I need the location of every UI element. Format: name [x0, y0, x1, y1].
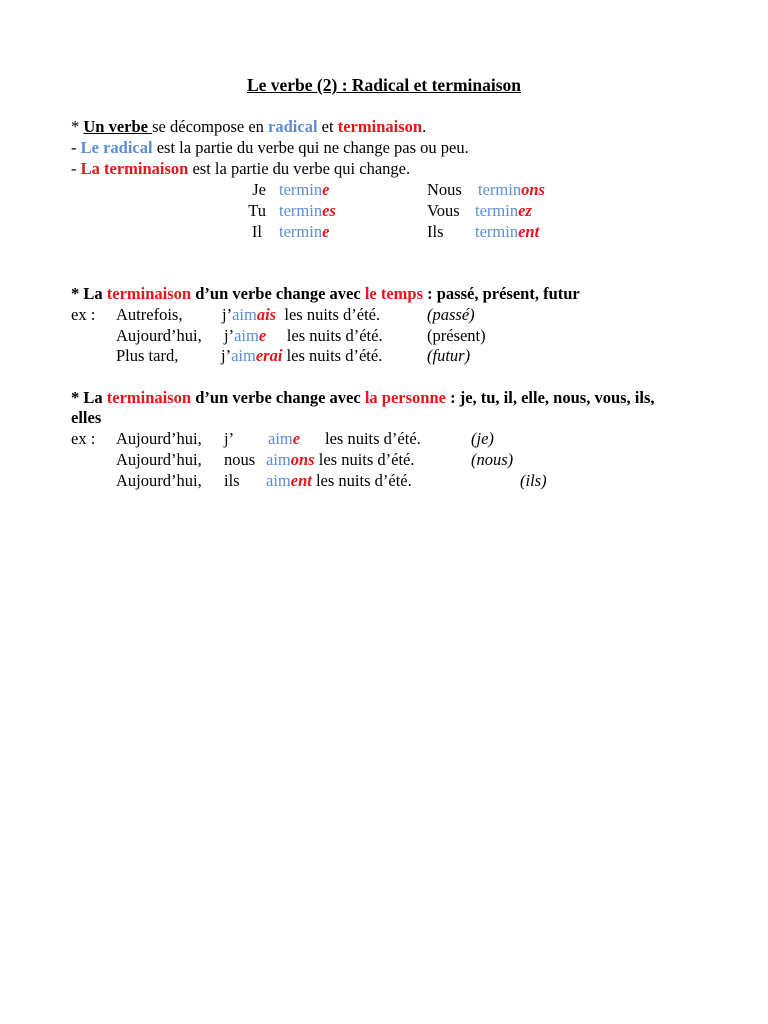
- verb-form: [268, 429, 300, 449]
- heading-text: * La: [71, 284, 107, 303]
- verb-form: [475, 222, 539, 242]
- section-heading-personne-cont: elles: [71, 408, 102, 427]
- sentence-rest: les nuits d’été.: [282, 346, 383, 365]
- pronoun: Tu: [248, 201, 266, 220]
- example-sentence: [224, 326, 383, 346]
- term-terminaison: terminaison: [106, 388, 192, 407]
- verb-stem: termin: [475, 222, 519, 241]
- time-adverb: Aujourd’hui,: [116, 471, 202, 490]
- pronoun: Je: [252, 180, 266, 199]
- verb-ending: es: [322, 201, 336, 220]
- time-adverb: Aujourd’hui,: [116, 450, 202, 469]
- verb-stem: termin: [478, 180, 522, 199]
- example-label: ex :: [71, 429, 96, 448]
- verb-ending: ais: [256, 305, 277, 324]
- person-note: (ils): [520, 471, 547, 490]
- example-sentence: [221, 346, 382, 366]
- verb-ending: e: [322, 180, 330, 199]
- verb-stem: aim: [231, 346, 256, 365]
- person-note: (je): [471, 429, 494, 448]
- sentence-rest: les nuits d’été.: [311, 471, 412, 490]
- verb-ending: ent: [518, 222, 540, 241]
- sentence-rest: les nuits d’été.: [266, 326, 383, 345]
- term-terminaison: terminaison: [106, 284, 192, 303]
- verb-ending: ez: [518, 201, 532, 220]
- term-le-temps: le temps: [364, 284, 424, 303]
- verb-form: [279, 222, 329, 242]
- page-title: Le verbe (2) : Radical et terminaison: [246, 75, 522, 95]
- verb-ending: erai: [255, 346, 283, 365]
- verb-stem: aim: [266, 450, 291, 469]
- term-un-verbe: Un verbe: [83, 117, 153, 136]
- verb-ending: e: [292, 429, 301, 448]
- example-sentence: [266, 450, 415, 470]
- intro-line-1: [71, 117, 426, 137]
- term-terminaison: terminaison: [337, 117, 423, 136]
- intro-line-3: [71, 159, 410, 179]
- intro-text: se décompose en: [152, 117, 269, 136]
- example-label: ex :: [71, 305, 96, 324]
- term-le-radical: Le radical: [80, 138, 153, 157]
- pronoun: Ils: [427, 222, 444, 241]
- pronoun: nous: [224, 450, 256, 469]
- tense-note: (passé): [427, 305, 475, 324]
- term-la-terminaison: La terminaison: [80, 159, 189, 178]
- definition-text: est la partie du verbe qui ne change pas ou peu.: [152, 138, 469, 157]
- dash: -: [71, 138, 81, 157]
- verb-ending: ent: [290, 471, 312, 490]
- verb-stem: aim: [266, 471, 291, 490]
- time-adverb: Aujourd’hui,: [116, 326, 202, 345]
- sentence-rest: les nuits d’été.: [314, 450, 415, 469]
- sentence-rest: les nuits d’été.: [325, 429, 421, 448]
- sentence-rest: les nuits d’été.: [276, 305, 381, 324]
- heading-text: * La: [71, 388, 107, 407]
- section-heading-temps: [71, 284, 580, 304]
- verb-ending: e: [258, 326, 267, 345]
- intro-line-2: [71, 138, 469, 158]
- verb-stem: termin: [475, 201, 519, 220]
- verb-ending: ons: [521, 180, 545, 199]
- bullet-star: *: [71, 117, 84, 136]
- section-heading-personne: [71, 388, 655, 408]
- verb-ending: e: [322, 222, 330, 241]
- pronoun: Nous: [427, 180, 462, 199]
- verb-stem: termin: [279, 222, 323, 241]
- example-sentence: [222, 305, 380, 325]
- pronoun: Vous: [427, 201, 460, 220]
- verb-form: [279, 180, 329, 200]
- verb-stem: termin: [279, 180, 323, 199]
- heading-text: d’un verbe change avec: [191, 284, 365, 303]
- tense-note: (présent): [427, 326, 486, 345]
- dash: -: [71, 159, 81, 178]
- intro-text: .: [422, 117, 427, 136]
- verb-ending: ons: [290, 450, 315, 469]
- time-adverb: Plus tard,: [116, 346, 179, 365]
- person-note: (nous): [471, 450, 514, 469]
- definition-text: est la partie du verbe qui change.: [188, 159, 411, 178]
- term-la-personne: la personne: [364, 388, 446, 407]
- verb-stem: aim: [268, 429, 293, 448]
- verb-stem: aim: [232, 305, 257, 324]
- pronoun: j’: [222, 305, 233, 324]
- heading-text: d’un verbe change avec: [191, 388, 365, 407]
- verb-form: [475, 201, 532, 221]
- intro-text: et: [317, 117, 338, 136]
- verb-form: [478, 180, 545, 200]
- pronoun: ils: [224, 471, 240, 490]
- verb-form: [279, 201, 336, 221]
- heading-text: : passé, présent, futur: [423, 284, 580, 303]
- heading-text: : je, tu, il, elle, nous, vous, ils,: [445, 388, 655, 407]
- pronoun: Il: [251, 222, 262, 241]
- example-sentence: [266, 471, 412, 491]
- pronoun: j’: [221, 346, 232, 365]
- pronoun: j’: [224, 429, 235, 448]
- tense-note: (futur): [427, 346, 471, 365]
- verb-stem: aim: [234, 326, 259, 345]
- time-adverb: Autrefois,: [116, 305, 183, 324]
- time-adverb: Aujourd’hui,: [116, 429, 202, 448]
- pronoun: j’: [224, 326, 235, 345]
- verb-stem: termin: [279, 201, 323, 220]
- term-radical: radical: [268, 117, 318, 136]
